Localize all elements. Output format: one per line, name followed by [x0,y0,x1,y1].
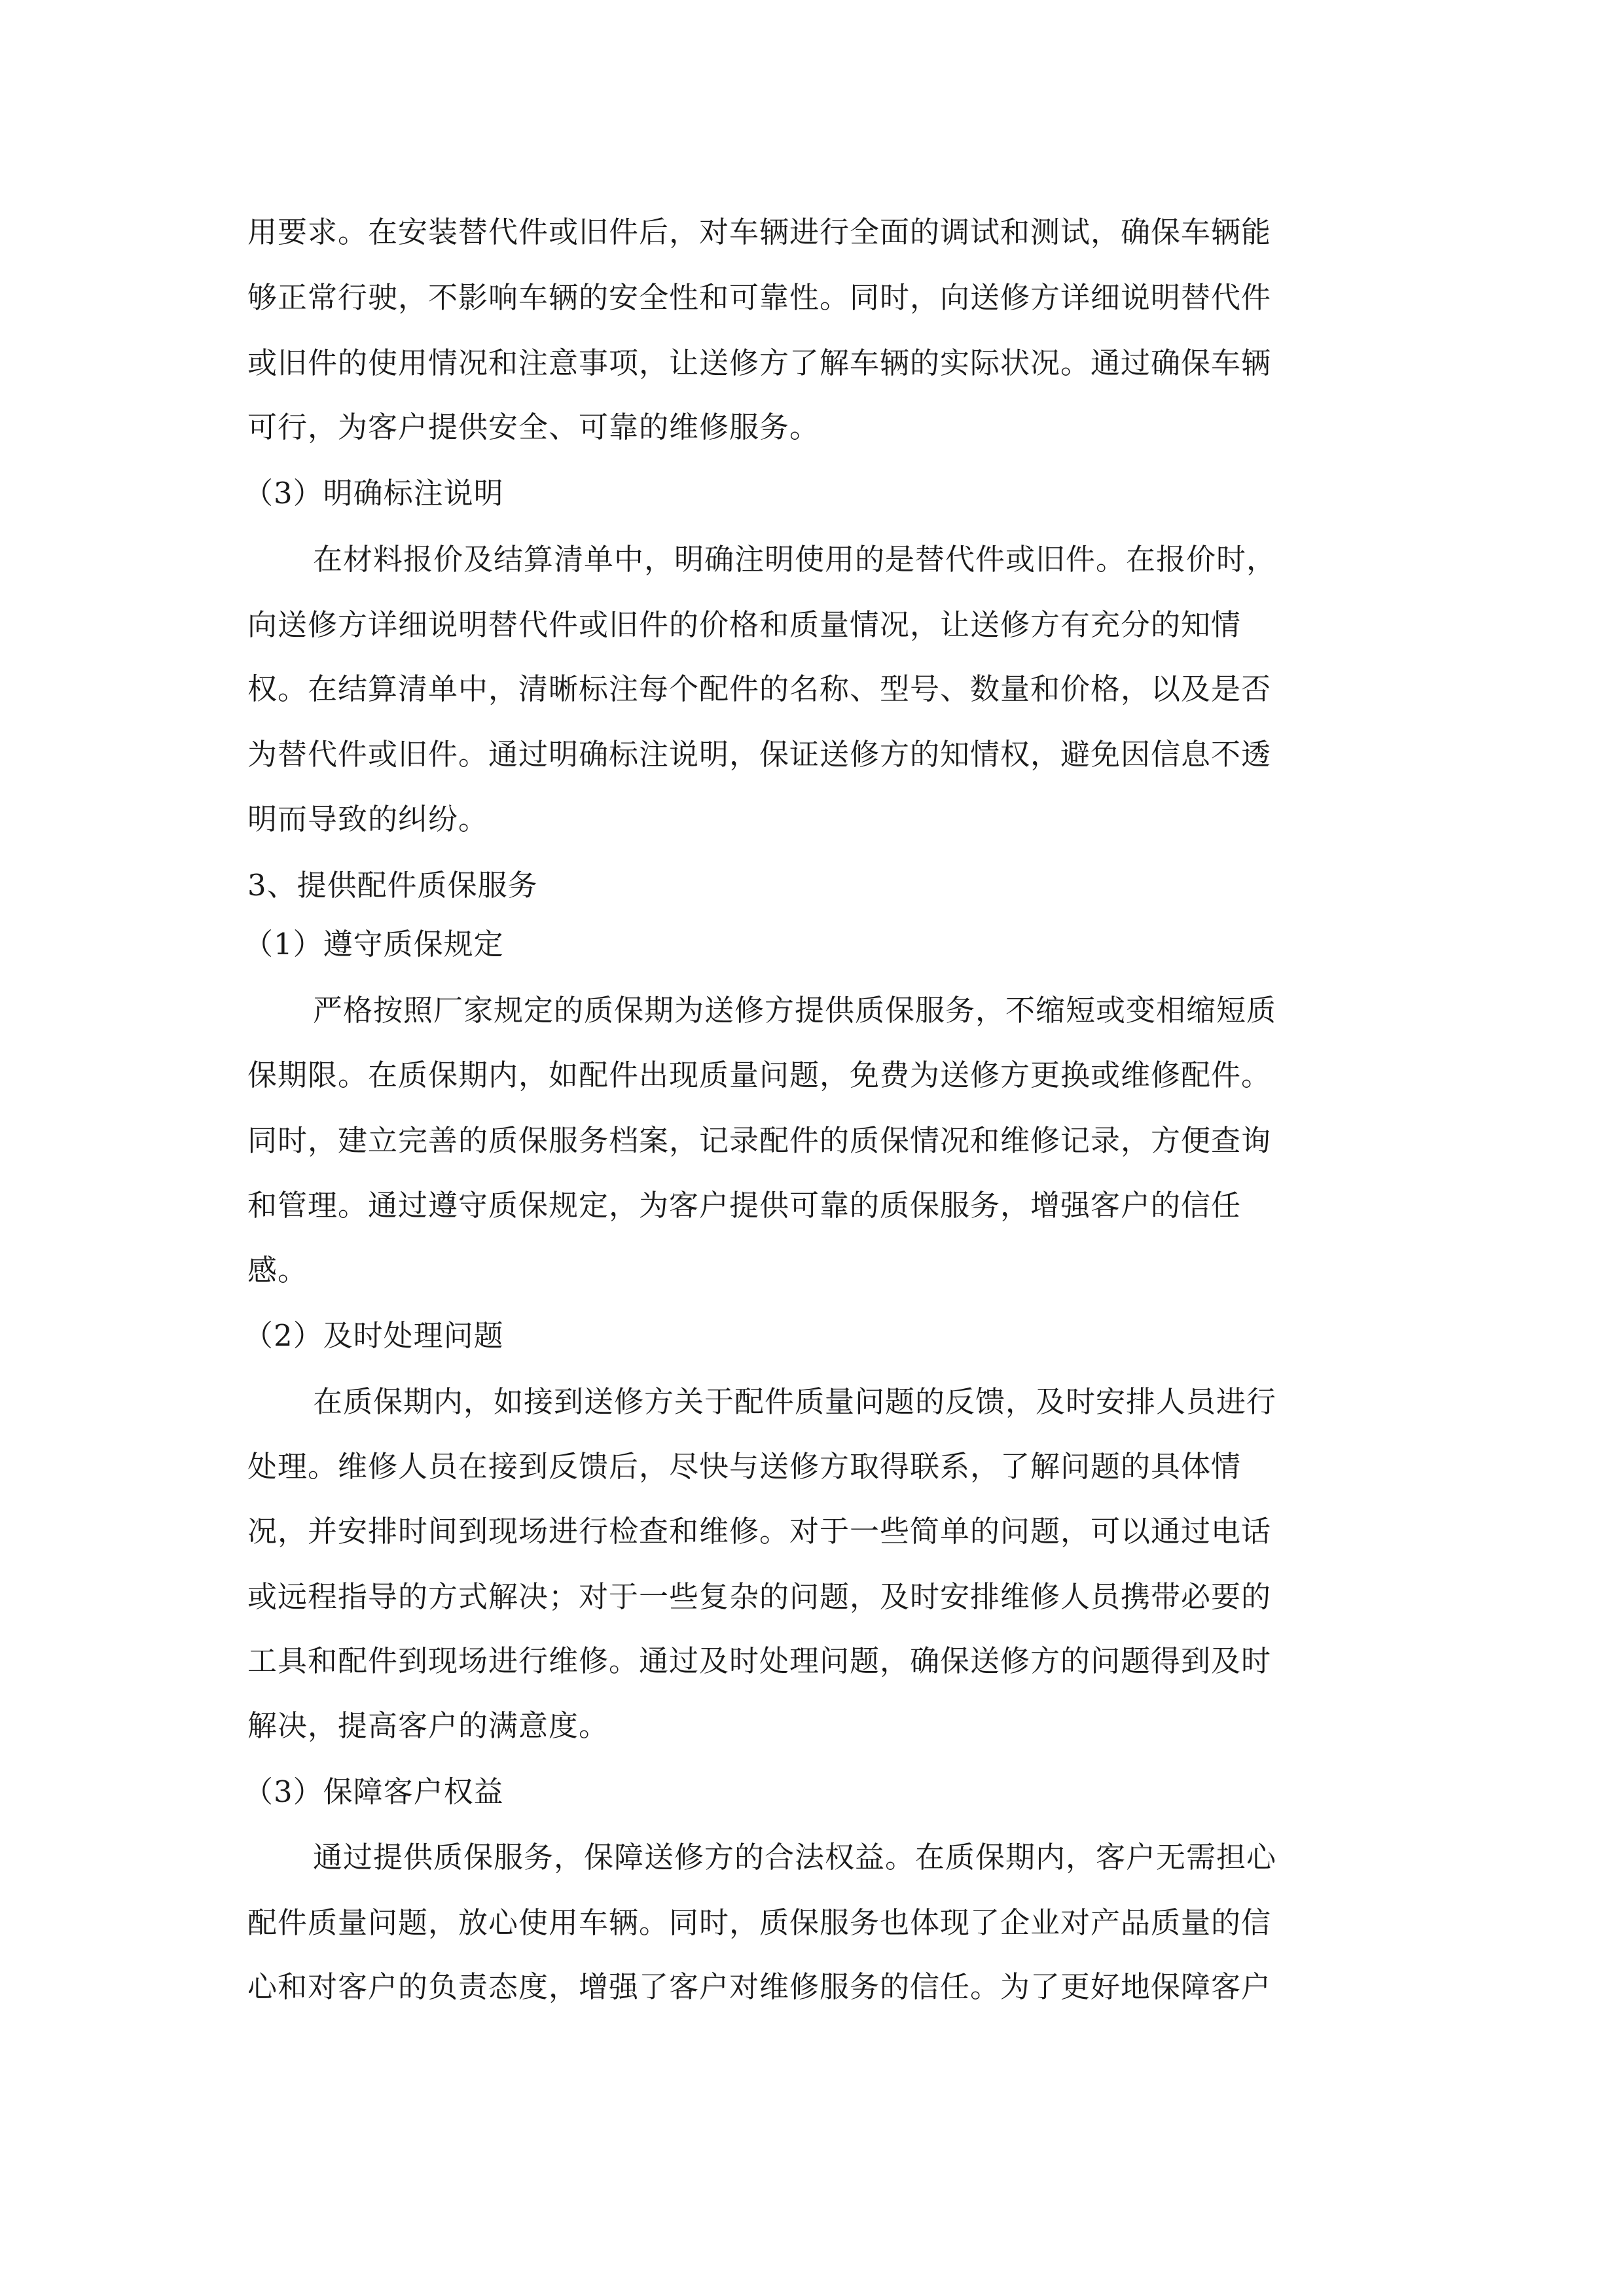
body-text-line: 明而导致的纠纷。 [247,802,489,836]
subsection-heading: （1）遵守质保规定 [244,927,504,961]
body-text-line: 同时，建立完善的质保服务档案，记录配件的质保情况和维修记录，方便查询 [247,1123,1272,1158]
subsection-heading: （3）保障客户权益 [244,1774,504,1809]
section-heading: 3、提供配件质保服务 [247,868,538,903]
body-text-line: 配件质量问题，放心使用车辆。同时，质保服务也体现了企业对产品质量的信 [247,1905,1272,1940]
body-text-line: 或远程指导的方式解决；对于一些复杂的问题，及时安排维修人员携带必要的 [247,1579,1272,1614]
body-text-line: 严格按照厂家规定的质保期为送修方提供质保服务，不缩短或变相缩短质 [313,993,1277,1028]
body-text-line: 通过提供质保服务，保障送修方的合法权益。在质保期内，客户无需担心 [313,1840,1277,1874]
body-text-line: 向送修方详细说明替代件或旧件的价格和质量情况，让送修方有充分的知情 [247,607,1242,642]
subsection-heading: （2）及时处理问题 [244,1318,504,1353]
body-text-line: 况，并安排时间到现场进行检查和维修。对于一些简单的问题，可以通过电话 [247,1514,1272,1549]
body-text-line: 用要求。在安装替代件或旧件后，对车辆进行全面的调试和测试，确保车辆能 [247,215,1272,249]
body-text-line: 感。 [247,1253,308,1287]
body-text-line: 或旧件的使用情况和注意事项，让送修方了解车辆的实际状况。通过确保车辆 [247,346,1272,380]
subsection-heading: （3）明确标注说明 [244,476,504,511]
body-text-line: 为替代件或旧件。通过明确标注说明，保证送修方的知情权，避免因信息不透 [247,737,1272,772]
body-text-line: 够正常行驶，不影响车辆的安全性和可靠性。同时，向送修方详细说明替代件 [247,280,1272,315]
body-text-line: 处理。维修人员在接到反馈后，尽快与送修方取得联系，了解问题的具体情 [247,1449,1242,1484]
body-text-line: 工具和配件到现场进行维修。通过及时处理问题，确保送修方的问题得到及时 [247,1643,1272,1678]
body-text-line: 权。在结算清单中，清晰标注每个配件的名称、型号、数量和价格，以及是否 [247,672,1272,706]
body-text-line: 解决，提高客户的满意度。 [247,1708,609,1743]
body-text-line: 可行，为客户提供安全、可靠的维修服务。 [247,410,820,444]
body-text-line: 在材料报价及结算清单中，明确注明使用的是替代件或旧件。在报价时， [313,542,1277,577]
body-text-line: 保期限。在质保期内，如配件出现质量问题，免费为送修方更换或维修配件。 [247,1058,1272,1092]
body-text-line: 在质保期内，如接到送修方关于配件质量问题的反馈，及时安排人员进行 [313,1384,1277,1419]
body-text-line: 心和对客户的负责态度，增强了客户对维修服务的信任。为了更好地保障客户 [247,1969,1272,2004]
body-text-line: 和管理。通过遵守质保规定，为客户提供可靠的质保服务，增强客户的信任 [247,1188,1242,1223]
